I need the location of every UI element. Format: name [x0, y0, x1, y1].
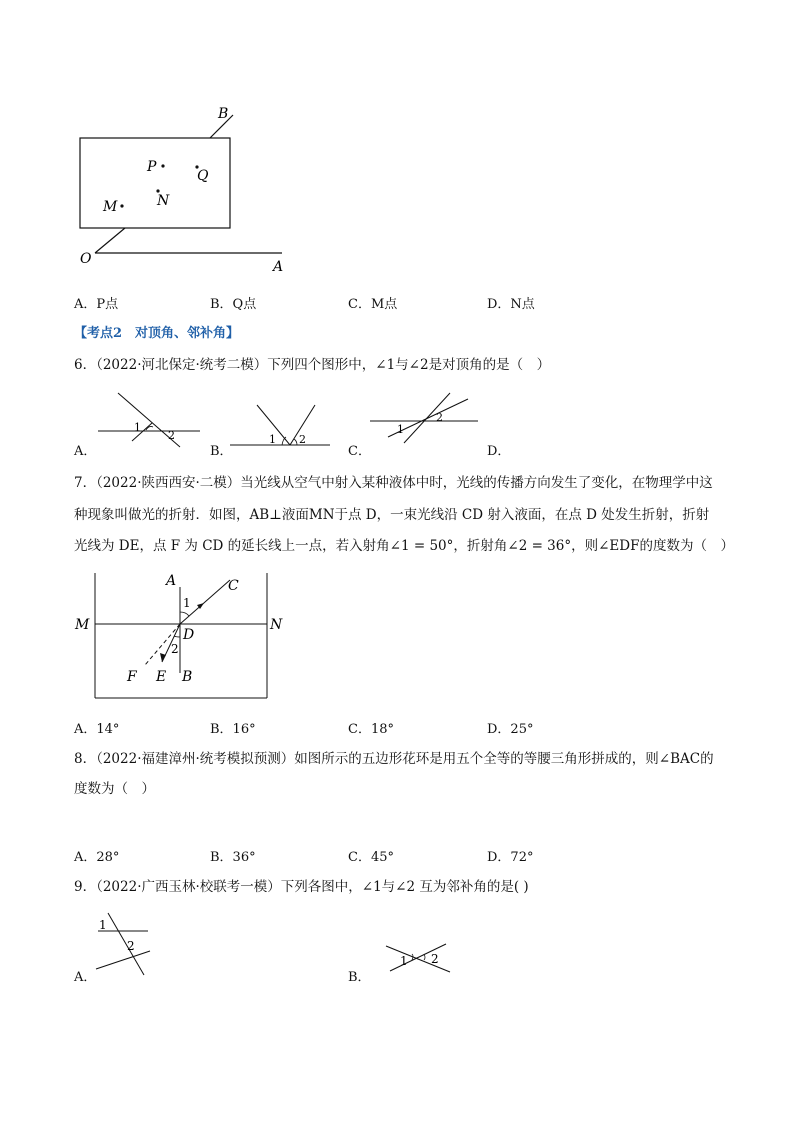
q6c-angle1: 1 [397, 423, 404, 436]
q7-label-N: N [270, 617, 283, 633]
q8-line2: 度数为（ ） [74, 781, 155, 797]
q7-label-E: E [156, 669, 167, 685]
q7-line1: 7．（2022·陕西西安·二模）当光线从空气中射入某种液体中时，光线的传播方向发生了变化，在物理学中这 [74, 475, 713, 491]
q7-line3: 光线为 DE，点 F 为 CD 的延长线上一点，若入射角∠1 = 50°，折射角∠2 = 36°，则∠EDF的度数为（ ） [74, 538, 734, 554]
q6b-angle2: 2 [299, 433, 306, 446]
q5-figure [70, 100, 300, 280]
q7-option-a[interactable]: A．14° [74, 722, 120, 737]
q6-option-d[interactable]: D． [487, 444, 511, 459]
q7-option-d[interactable]: D．25° [487, 722, 534, 737]
q5-option-d[interactable]: D．N点 [487, 297, 535, 312]
q6-text: 6．（2022·河北保定·统考二模）下列四个图形中，∠1与∠2是对顶角的是（ ） [74, 357, 551, 373]
q9-figure-b [380, 938, 460, 978]
q8-option-b[interactable]: B．36° [210, 850, 256, 865]
q9-option-b[interactable]: B． [348, 970, 371, 985]
q5-option-c[interactable]: C．M点 [348, 297, 398, 312]
q7-label-B: B [182, 669, 193, 685]
q8-option-d[interactable]: D．72° [487, 850, 534, 865]
label-B: B [218, 106, 229, 122]
q7-figure [70, 565, 300, 705]
q9a-angle2: 2 [127, 939, 135, 953]
q8-option-a[interactable]: A．28° [74, 850, 120, 865]
q6c-angle2: 2 [436, 411, 443, 424]
q7-angle2: 2 [171, 642, 179, 656]
label-A: A [273, 259, 284, 275]
q6a-angle1: 1 [134, 421, 141, 434]
label-M: M [103, 199, 118, 215]
section-heading: 【考点2 对顶角、邻补角】 [74, 326, 240, 341]
q7-angle1: 1 [183, 596, 191, 610]
q9b-angle1: 1 [400, 954, 408, 968]
q8-line1: 8．（2022·福建漳州·统考模拟预测）如图所示的五边形花环是用五个全等的等腰三角形拼成的，则∠BAC的 [74, 751, 714, 767]
q6b-angle1: 1 [269, 433, 276, 446]
q8-option-c[interactable]: C．45° [348, 850, 394, 865]
q7-label-D: D [183, 627, 195, 643]
q5-option-b[interactable]: B．Q点 [210, 297, 257, 312]
q7-label-A: A [166, 573, 177, 589]
q9b-angle2: 2 [431, 952, 439, 966]
q6a-angle2: 2 [168, 429, 175, 442]
q7-option-c[interactable]: C．18° [348, 722, 394, 737]
label-O: O [80, 251, 92, 267]
label-Q: Q [197, 168, 209, 184]
q9-text: 9．（2022·广西玉林·校联考一模）下列各图中，∠1与∠2 互为邻补角的是( ) [74, 879, 529, 895]
q9a-angle1: 1 [99, 918, 107, 932]
q6-figures [70, 385, 510, 455]
label-P: P [147, 159, 157, 175]
q5-option-a[interactable]: A．P点 [74, 297, 119, 312]
label-N: N [157, 193, 170, 209]
q9-figure-a [88, 905, 158, 980]
q6-option-a[interactable]: A． [74, 444, 97, 459]
q9-option-a[interactable]: A． [74, 970, 97, 985]
q6-option-b[interactable]: B． [210, 444, 233, 459]
q7-option-b[interactable]: B．16° [210, 722, 256, 737]
q6-option-c[interactable]: C． [348, 444, 371, 459]
q7-line2: 种现象叫做光的折射．如图，AB⊥液面MN于点 D，一束光线沿 CD 射入液面，在点 D 处发生折射，折射 [74, 507, 710, 523]
q7-label-M: M [75, 617, 90, 633]
q7-label-C: C [228, 578, 239, 594]
q7-label-F: F [127, 669, 137, 685]
